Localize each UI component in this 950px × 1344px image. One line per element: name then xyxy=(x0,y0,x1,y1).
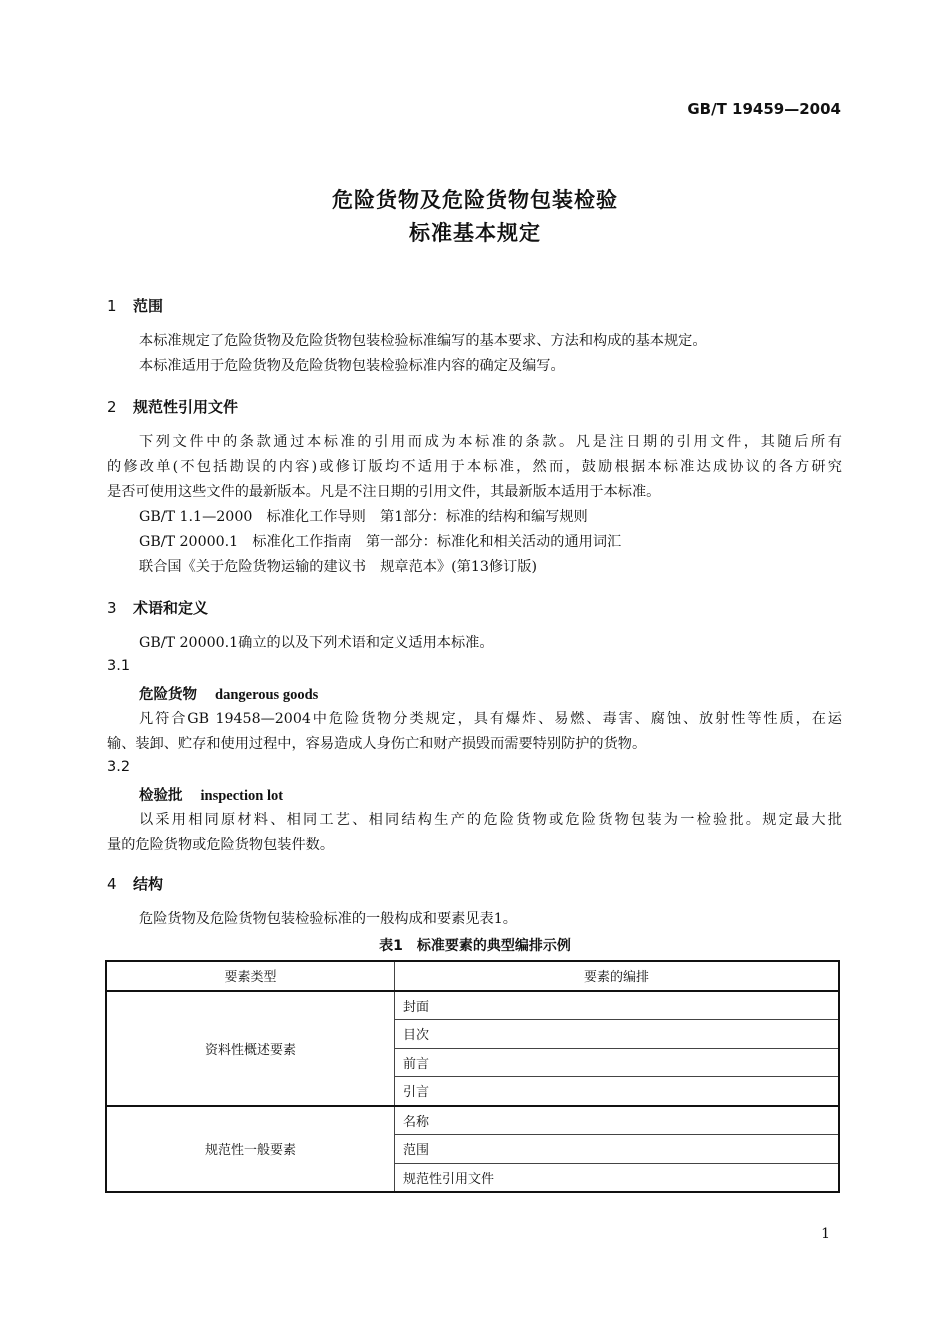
term-heading xyxy=(139,683,318,704)
table-category-cell: 资料性概述要素 xyxy=(106,991,395,1106)
term-definition-line: 输、装卸、贮存和使用过程中，容易造成人身伤亡和财产损毁而需要特别防护的货物。 xyxy=(107,736,647,752)
section-4-intro: 危险货物及危险货物包装检验标准的一般构成和要素见表1。 xyxy=(139,911,517,927)
table-row xyxy=(106,991,839,1020)
section-3-intro: GB/T 20000.1确立的以及下列术语和定义适用本标准。 xyxy=(139,635,494,651)
term-definition-line: 以采用相同原材料、相同工艺、相同结构生产的危险货物或危险货物包装为一检验批。规定最大批 xyxy=(139,812,842,828)
term-number: 3.2 xyxy=(107,759,131,775)
section-2-intro-line: 下列文件中的条款通过本标准的引用而成为本标准的条款。凡是注日期的引用文件，其随后所有 xyxy=(139,434,842,450)
reference-item: GB/T 1.1—2000 标准化工作导则 第1部分：标准的结构和编写规则 xyxy=(139,509,588,525)
section-number: 2 xyxy=(107,398,117,416)
section-2-heading xyxy=(107,396,238,417)
table-item-cell: 引言 xyxy=(395,1077,840,1106)
section-number: 4 xyxy=(107,875,117,893)
term-heading xyxy=(139,784,283,805)
section-1-heading xyxy=(107,295,163,316)
table-item-cell: 范围 xyxy=(395,1135,840,1164)
section-title: 结构 xyxy=(133,875,164,893)
standard-number: GB/T 19459—2004 xyxy=(687,100,841,118)
term-english: dangerous goods xyxy=(215,687,319,703)
section-2-intro-line: 是否可使用这些文件的最新版本。凡是不注日期的引用文件，其最新版本适用于本标准。 xyxy=(107,484,661,500)
term-chinese: 检验批 xyxy=(139,787,183,804)
section-number: 3 xyxy=(107,599,117,617)
section-4-heading xyxy=(107,873,163,894)
reference-item: GB/T 20000.1 标准化工作指南 第一部分：标准化和相关活动的通用词汇 xyxy=(139,534,622,550)
document-title-line-1: 危险货物及危险货物包装检验 xyxy=(332,188,618,212)
term-english: inspection lot xyxy=(200,788,284,804)
reference-item: 联合国《关于危险货物运输的建议书 规章范本》(第13修订版) xyxy=(139,559,538,575)
term-definition-line: 量的危险货物或危险货物包装件数。 xyxy=(107,837,335,853)
elements-table xyxy=(105,960,840,1193)
term-definition-line: 凡符合GB 19458—2004中危险货物分类规定，具有爆炸、易燃、毒害、腐蚀、放射性等性质，在运 xyxy=(139,711,842,727)
table-item-cell: 目次 xyxy=(395,1020,840,1049)
term-number: 3.1 xyxy=(107,658,131,674)
section-title: 术语和定义 xyxy=(133,599,209,617)
table-category-cell: 规范性一般要素 xyxy=(106,1106,395,1193)
section-2-intro-line: 的修改单(不包括勘误的内容)或修订版均不适用于本标准，然而，鼓励根据本标准达成协议的各方研究 xyxy=(107,459,842,475)
section-3-heading xyxy=(107,597,208,618)
section-number: 1 xyxy=(107,297,117,315)
table-header-cell: 要素的编排 xyxy=(395,961,840,991)
section-title: 范围 xyxy=(133,297,164,315)
document-title-line-2: 标准基本规定 xyxy=(409,221,541,245)
table-header-cell: 要素类型 xyxy=(106,961,395,991)
section-1-paragraph: 本标准适用于危险货物及危险货物包装检验标准内容的确定及编写。 xyxy=(139,358,565,374)
table-header-row xyxy=(106,961,839,991)
table-item-cell: 规范性引用文件 xyxy=(395,1163,840,1192)
page-number: 1 xyxy=(821,1226,830,1242)
table-item-cell: 名称 xyxy=(395,1106,840,1135)
section-title: 规范性引用文件 xyxy=(133,398,239,416)
table-caption: 表1 标准要素的典型编排示例 xyxy=(379,938,571,954)
term-chinese: 危险货物 xyxy=(139,686,197,703)
table-item-cell: 前言 xyxy=(395,1048,840,1077)
section-1-paragraph: 本标准规定了危险货物及危险货物包装检验标准编写的基本要求、方法和构成的基本规定。 xyxy=(139,333,707,349)
table-row xyxy=(106,1106,839,1135)
table-item-cell: 封面 xyxy=(395,991,840,1020)
